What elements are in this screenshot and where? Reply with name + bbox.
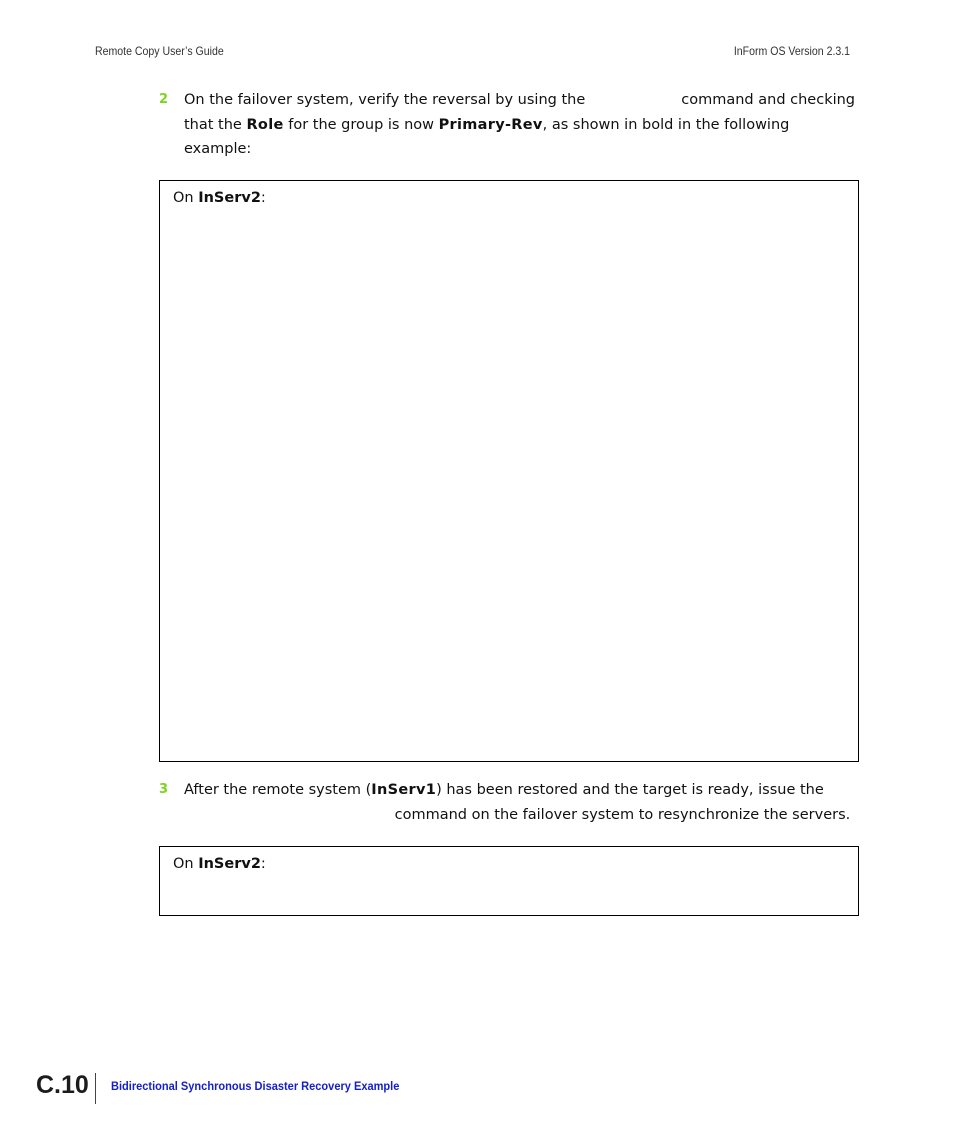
system-label: On InServ2: [173,856,266,872]
system-label: On InServ2: [173,190,266,206]
running-header-left: Remote Copy User’s Guide [95,44,224,58]
system-name: InServ2 [198,856,261,872]
system-name: InServ2 [198,190,261,206]
footer-divider [95,1073,96,1104]
step-2-text: On the failover system, verify the reversal by using the command and checking that the Role for the group is now Primary-Rev, as shown in bold in the following example: [184,92,856,157]
code-example-box-1 [159,180,859,762]
chapter-title: Bidirectional Synchronous Disaster Recovery Example [111,1079,400,1093]
code-example-box-2 [159,846,859,916]
running-header-right: InForm OS Version 2.3.1 [733,44,850,58]
step-2 [159,88,859,162]
step-3 [159,778,859,827]
role-keyword: Role [246,116,284,133]
step-3-text: After the remote system (InServ1) has been restored and the target is ready, issue the command on the failover system to resynchronize the servers. [184,782,851,823]
step-number: 3 [159,782,169,797]
step-number: 2 [159,92,169,107]
system-name: InServ1 [371,782,437,798]
primary-rev-keyword: Primary-Rev [438,116,543,133]
page-number: C.10 [36,1071,89,1099]
